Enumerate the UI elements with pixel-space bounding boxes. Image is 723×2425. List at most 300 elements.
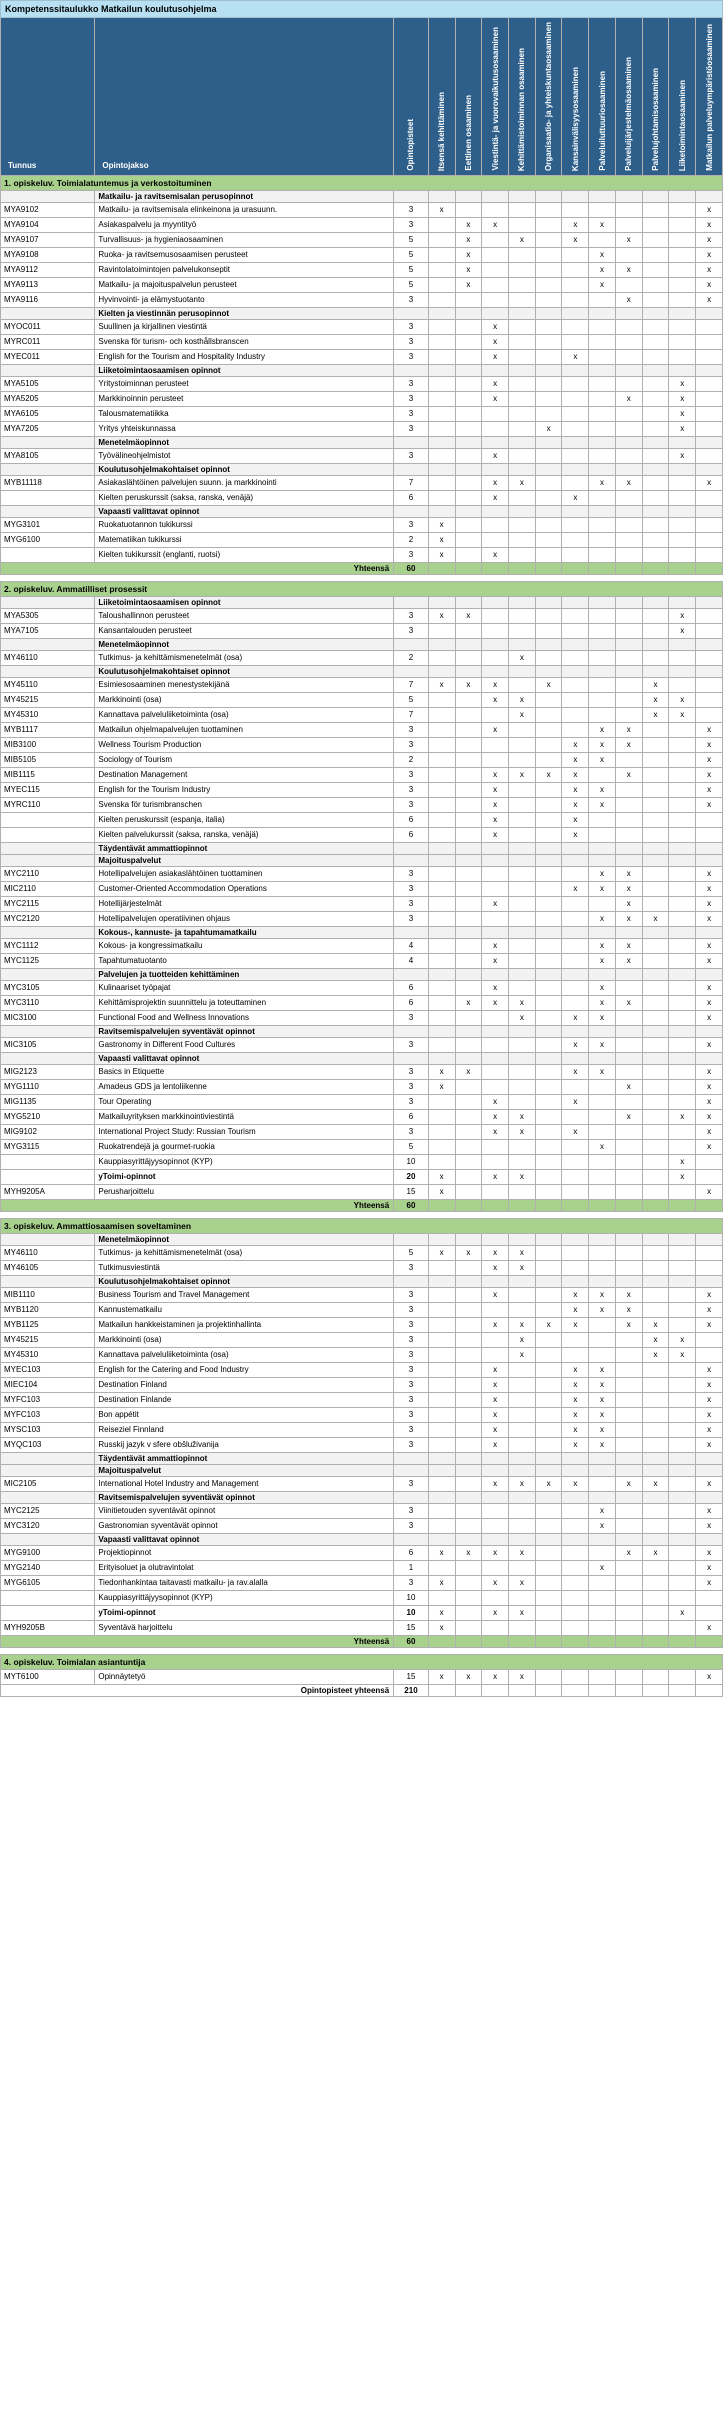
competence-mark-1 — [455, 797, 482, 812]
competence-mark-3: x — [508, 1317, 535, 1332]
competence-mark-2: x — [482, 490, 509, 505]
competence-mark-8 — [642, 1575, 669, 1590]
competence-mark-4 — [535, 1079, 562, 1094]
course-code — [1, 490, 95, 505]
competence-mark-3 — [508, 532, 535, 547]
competence-mark-5 — [562, 1605, 589, 1620]
group-mark-5 — [562, 1491, 589, 1503]
competence-mark-8 — [642, 1422, 669, 1437]
course-code — [1, 547, 95, 562]
table-row[interactable] — [1, 782, 723, 797]
table-row[interactable] — [1, 532, 723, 547]
course-name: Perusharjoittelu — [95, 1184, 394, 1199]
competence-mark-6 — [589, 1605, 616, 1620]
course-credits: 3 — [394, 1575, 429, 1590]
section-label: 4. opiskeluv. Toimialan asiantuntija — [1, 1654, 723, 1669]
competence-mark-0 — [428, 1422, 455, 1437]
competence-mark-10: x — [696, 262, 723, 277]
competence-mark-5: x — [562, 812, 589, 827]
competence-mark-9 — [669, 866, 696, 881]
competence-mark-7 — [615, 1392, 642, 1407]
competence-mark-0: x — [428, 532, 455, 547]
table-row[interactable] — [1, 1362, 723, 1377]
table-row[interactable] — [1, 953, 723, 968]
competence-mark-10 — [696, 608, 723, 623]
table-row[interactable] — [1, 608, 723, 623]
table-row[interactable] — [1, 1245, 723, 1260]
competence-mark-8: x — [642, 1545, 669, 1560]
course-code — [1, 812, 95, 827]
competence-mark-6: x — [589, 1287, 616, 1302]
competence-mark-3 — [508, 406, 535, 421]
table-row[interactable] — [1, 1154, 723, 1169]
competence-mark-5: x — [562, 1422, 589, 1437]
competence-mark-3 — [508, 953, 535, 968]
table-row[interactable] — [1, 866, 723, 881]
table-row[interactable] — [1, 277, 723, 292]
section-total-value: 60 — [394, 562, 429, 574]
competence-mark-5 — [562, 421, 589, 436]
table-row[interactable] — [1, 1669, 723, 1684]
competence-mark-9: x — [669, 1347, 696, 1362]
competence-mark-8 — [642, 547, 669, 562]
competence-mark-7 — [615, 532, 642, 547]
course-code: MYG6100 — [1, 532, 95, 547]
competence-mark-10: x — [696, 911, 723, 926]
section-total-pad-0 — [428, 1199, 455, 1211]
competence-mark-3 — [508, 448, 535, 463]
table-row[interactable] — [1, 1377, 723, 1392]
competence-mark-7 — [615, 707, 642, 722]
group-mark-1 — [455, 1452, 482, 1464]
competence-mark-6 — [589, 650, 616, 665]
competence-mark-2 — [482, 232, 509, 247]
competence-mark-9 — [669, 1094, 696, 1109]
competence-mark-0 — [428, 911, 455, 926]
competence-mark-4 — [535, 896, 562, 911]
table-row[interactable] — [1, 707, 723, 722]
competence-mark-1 — [455, 623, 482, 638]
table-row[interactable] — [1, 1169, 723, 1184]
course-code: MYA7105 — [1, 623, 95, 638]
table-row[interactable] — [1, 1184, 723, 1199]
group-mark-10 — [696, 190, 723, 202]
table-row[interactable] — [1, 1575, 723, 1590]
table-row[interactable] — [1, 1476, 723, 1491]
competence-mark-9 — [669, 547, 696, 562]
group-mark-3 — [508, 1052, 535, 1064]
group-mark-7 — [615, 463, 642, 475]
competence-mark-1 — [455, 349, 482, 364]
competence-mark-4 — [535, 319, 562, 334]
competence-mark-7 — [615, 1422, 642, 1437]
section-total-pad-6 — [589, 562, 616, 574]
competence-mark-8 — [642, 1377, 669, 1392]
competence-mark-3 — [508, 1503, 535, 1518]
table-row[interactable] — [1, 232, 723, 247]
table-row[interactable] — [1, 202, 723, 217]
competence-mark-9 — [669, 1064, 696, 1079]
competence-mark-0 — [428, 391, 455, 406]
course-code: MYT6100 — [1, 1669, 95, 1684]
course-code: MYFC103 — [1, 1392, 95, 1407]
competence-mark-9 — [669, 752, 696, 767]
table-row[interactable] — [1, 1605, 723, 1620]
competence-mark-6 — [589, 232, 616, 247]
group-mark-1 — [455, 463, 482, 475]
table-row[interactable] — [1, 1620, 723, 1635]
table-row[interactable] — [1, 995, 723, 1010]
course-name: Tour Operating — [95, 1094, 394, 1109]
competence-mark-1 — [455, 1503, 482, 1518]
table-row[interactable] — [1, 650, 723, 665]
course-credits: 3 — [394, 866, 429, 881]
group-label: Kokous-, kannuste- ja tapahtumamatkailu — [95, 926, 394, 938]
group-mark-5 — [562, 842, 589, 854]
competence-mark-1 — [455, 911, 482, 926]
table-row[interactable] — [1, 475, 723, 490]
table-row[interactable] — [1, 752, 723, 767]
table-row[interactable] — [1, 1260, 723, 1275]
course-credits: 3 — [394, 881, 429, 896]
header-name: Opintojakso — [95, 18, 394, 176]
table-row[interactable] — [1, 517, 723, 532]
competence-mark-8 — [642, 532, 669, 547]
competence-mark-9 — [669, 1620, 696, 1635]
table-row[interactable] — [1, 292, 723, 307]
group-mark-0 — [428, 1464, 455, 1476]
competence-mark-4 — [535, 812, 562, 827]
competence-mark-2: x — [482, 547, 509, 562]
table-row[interactable] — [1, 812, 723, 827]
course-name: Asiakaspalvelu ja myyntityö — [95, 217, 394, 232]
competence-mark-6: x — [589, 752, 616, 767]
course-credits: 6 — [394, 980, 429, 995]
competence-mark-7 — [615, 1605, 642, 1620]
group-mark-3 — [508, 854, 535, 866]
group-mark-2 — [482, 842, 509, 854]
competence-mark-2 — [482, 1347, 509, 1362]
group-mark-5 — [562, 1533, 589, 1545]
competence-mark-10: x — [696, 752, 723, 767]
course-name: Destination Finland — [95, 1377, 394, 1392]
competence-mark-3: x — [508, 475, 535, 490]
table-row[interactable] — [1, 247, 723, 262]
table-row[interactable] — [1, 911, 723, 926]
competence-mark-8 — [642, 1362, 669, 1377]
table-row[interactable] — [1, 349, 723, 364]
group-mark-6 — [589, 364, 616, 376]
competence-mark-1 — [455, 376, 482, 391]
competence-mark-1 — [455, 475, 482, 490]
competence-mark-2 — [482, 292, 509, 307]
competence-mark-4 — [535, 262, 562, 277]
table-row[interactable] — [1, 547, 723, 562]
course-name: Yritys yhteiskunnassa — [95, 421, 394, 436]
table-row[interactable] — [1, 1332, 723, 1347]
table-row[interactable] — [1, 1139, 723, 1154]
section-total-pad-4 — [535, 562, 562, 574]
group-credits — [394, 1025, 429, 1037]
group-header-row — [1, 1533, 723, 1545]
table-row[interactable] — [1, 692, 723, 707]
table-row[interactable] — [1, 1422, 723, 1437]
group-mark-9 — [669, 968, 696, 980]
competence-mark-9 — [669, 1260, 696, 1275]
course-name: Viinitietouden syventävät opinnot — [95, 1503, 394, 1518]
group-mark-6 — [589, 190, 616, 202]
competence-mark-7 — [615, 1575, 642, 1590]
course-name: Asiakaslähtöinen palvelujen suunn. ja markkinointi — [95, 475, 394, 490]
competence-mark-8 — [642, 1169, 669, 1184]
competence-mark-5 — [562, 532, 589, 547]
competence-mark-4 — [535, 980, 562, 995]
table-row[interactable] — [1, 1124, 723, 1139]
competence-mark-1 — [455, 1260, 482, 1275]
table-row[interactable] — [1, 677, 723, 692]
group-mark-6 — [589, 436, 616, 448]
section-total-pad-7 — [615, 1199, 642, 1211]
competence-mark-1 — [455, 1139, 482, 1154]
competence-mark-0 — [428, 217, 455, 232]
header-competence-2: Viestintä- ja vuorovaikutusosaaminen — [482, 18, 509, 176]
competence-mark-4 — [535, 292, 562, 307]
competence-mark-4 — [535, 827, 562, 842]
table-row[interactable] — [1, 391, 723, 406]
competence-mark-3 — [508, 376, 535, 391]
header-competence-4: Organisaatio- ja yhteiskuntaosaaminen — [535, 18, 562, 176]
table-row[interactable] — [1, 1094, 723, 1109]
competence-mark-4 — [535, 448, 562, 463]
competence-mark-1 — [455, 722, 482, 737]
competence-mark-3: x — [508, 767, 535, 782]
competence-mark-8 — [642, 1437, 669, 1452]
competence-mark-6 — [589, 1476, 616, 1491]
competence-mark-1 — [455, 692, 482, 707]
section-total-pad-8 — [642, 1635, 669, 1647]
course-code: MYG5210 — [1, 1109, 95, 1124]
competence-mark-7 — [615, 797, 642, 812]
competence-mark-1 — [455, 953, 482, 968]
header-competence-1: Eettinen osaaminen — [455, 18, 482, 176]
competence-mark-1 — [455, 650, 482, 665]
competence-mark-7 — [615, 608, 642, 623]
competence-mark-10 — [696, 650, 723, 665]
competence-mark-7 — [615, 448, 642, 463]
table-row[interactable] — [1, 1064, 723, 1079]
group-mark-0 — [428, 926, 455, 938]
competence-mark-3 — [508, 827, 535, 842]
competence-mark-2: x — [482, 1669, 509, 1684]
table-row[interactable] — [1, 1560, 723, 1575]
competence-mark-2: x — [482, 1476, 509, 1491]
group-mark-10 — [696, 1275, 723, 1287]
competence-mark-1 — [455, 406, 482, 421]
table-row[interactable] — [1, 1407, 723, 1422]
table-row[interactable] — [1, 334, 723, 349]
group-mark-0 — [428, 1533, 455, 1545]
competence-mark-0 — [428, 752, 455, 767]
group-mark-4 — [535, 190, 562, 202]
table-row[interactable] — [1, 1590, 723, 1605]
table-row[interactable] — [1, 1109, 723, 1124]
competence-mark-7 — [615, 1154, 642, 1169]
group-mark-1 — [455, 1233, 482, 1245]
competence-mark-8 — [642, 232, 669, 247]
table-row[interactable] — [1, 1010, 723, 1025]
competence-mark-2 — [482, 1037, 509, 1052]
table-row[interactable] — [1, 767, 723, 782]
competence-mark-8 — [642, 1260, 669, 1275]
competence-mark-1 — [455, 866, 482, 881]
competence-mark-8 — [642, 980, 669, 995]
course-name: Kielten palvelukurssit (saksa, ranska, venäjä) — [95, 827, 394, 842]
competence-mark-1 — [455, 1575, 482, 1590]
competence-mark-6 — [589, 1245, 616, 1260]
competence-mark-3 — [508, 547, 535, 562]
table-row[interactable] — [1, 421, 723, 436]
competence-mark-4 — [535, 247, 562, 262]
course-code: MIB1110 — [1, 1287, 95, 1302]
competence-mark-1 — [455, 490, 482, 505]
course-code — [1, 1605, 95, 1620]
competence-mark-0 — [428, 349, 455, 364]
course-credits: 3 — [394, 334, 429, 349]
table-row[interactable] — [1, 722, 723, 737]
competence-mark-2: x — [482, 1362, 509, 1377]
competence-mark-6 — [589, 1154, 616, 1169]
table-row[interactable] — [1, 1079, 723, 1094]
competence-mark-2 — [482, 1010, 509, 1025]
group-mark-7 — [615, 1464, 642, 1476]
competence-mark-2: x — [482, 1422, 509, 1437]
course-code: MYB1125 — [1, 1317, 95, 1332]
table-row[interactable] — [1, 262, 723, 277]
table-row[interactable] — [1, 737, 723, 752]
competence-mark-7: x — [615, 232, 642, 247]
competence-mark-3 — [508, 1560, 535, 1575]
competence-mark-2: x — [482, 797, 509, 812]
table-row[interactable] — [1, 1037, 723, 1052]
competence-mark-1 — [455, 1094, 482, 1109]
competence-mark-1 — [455, 1332, 482, 1347]
group-mark-7 — [615, 1233, 642, 1245]
table-row[interactable] — [1, 881, 723, 896]
competence-mark-0 — [428, 406, 455, 421]
table-row[interactable] — [1, 1347, 723, 1362]
competence-mark-5: x — [562, 1317, 589, 1332]
course-credits: 1 — [394, 1560, 429, 1575]
group-mark-3 — [508, 436, 535, 448]
table-row[interactable] — [1, 376, 723, 391]
group-mark-7 — [615, 505, 642, 517]
competence-mark-2 — [482, 1302, 509, 1317]
competence-mark-5 — [562, 334, 589, 349]
table-row[interactable] — [1, 448, 723, 463]
table-row[interactable] — [1, 623, 723, 638]
table-row[interactable] — [1, 1503, 723, 1518]
competence-mark-8 — [642, 334, 669, 349]
competence-mark-3 — [508, 866, 535, 881]
competence-mark-1 — [455, 1302, 482, 1317]
competence-mark-9: x — [669, 406, 696, 421]
course-name: Markkinointi (osa) — [95, 692, 394, 707]
competence-mark-1 — [455, 1560, 482, 1575]
table-row[interactable] — [1, 490, 723, 505]
competence-mark-9 — [669, 737, 696, 752]
competence-mark-5 — [562, 1260, 589, 1275]
competence-mark-2 — [482, 1590, 509, 1605]
table-row[interactable] — [1, 896, 723, 911]
competence-mark-2: x — [482, 995, 509, 1010]
course-name: Talousmatematiikka — [95, 406, 394, 421]
course-name: Erityisoluet ja olutravintolat — [95, 1560, 394, 1575]
competence-mark-1 — [455, 319, 482, 334]
competence-mark-3 — [508, 1392, 535, 1407]
table-row[interactable] — [1, 1302, 723, 1317]
table-row[interactable] — [1, 1392, 723, 1407]
header-code: Tunnus — [1, 18, 95, 176]
group-mark-3 — [508, 364, 535, 376]
group-mark-8 — [642, 968, 669, 980]
table-row[interactable] — [1, 1437, 723, 1452]
competence-mark-1: x — [455, 247, 482, 262]
competence-mark-6 — [589, 1545, 616, 1560]
competence-mark-10 — [696, 490, 723, 505]
table-row[interactable] — [1, 980, 723, 995]
group-label: Vapaasti valittavat opinnot — [95, 505, 394, 517]
competence-mark-9: x — [669, 1154, 696, 1169]
competence-mark-10 — [696, 692, 723, 707]
table-row[interactable] — [1, 1317, 723, 1332]
table-row[interactable] — [1, 319, 723, 334]
competence-mark-1: x — [455, 1545, 482, 1560]
competence-mark-10: x — [696, 1064, 723, 1079]
competence-mark-10 — [696, 827, 723, 842]
table-row[interactable] — [1, 827, 723, 842]
competence-mark-5 — [562, 1154, 589, 1169]
group-mark-8 — [642, 436, 669, 448]
competence-mark-9 — [669, 1392, 696, 1407]
competence-mark-7 — [615, 202, 642, 217]
competence-mark-9 — [669, 1476, 696, 1491]
header-competence-6: Palveluiluttuuriosaaminen — [589, 18, 616, 176]
competence-mark-5 — [562, 1169, 589, 1184]
group-mark-7 — [615, 364, 642, 376]
group-mark-0 — [428, 463, 455, 475]
competence-mark-2: x — [482, 376, 509, 391]
table-row[interactable] — [1, 938, 723, 953]
table-row[interactable] — [1, 406, 723, 421]
course-name: Tutkimus- ja kehittämismenetelmät (osa) — [95, 1245, 394, 1260]
group-mark-1 — [455, 665, 482, 677]
course-name: Matkailun ohjelmapalvelujen tuottaminen — [95, 722, 394, 737]
course-name: Kielten peruskurssit (saksa, ranska, venäjä) — [95, 490, 394, 505]
competence-mark-2: x — [482, 980, 509, 995]
table-row[interactable] — [1, 217, 723, 232]
table-row[interactable] — [1, 797, 723, 812]
competence-mark-10 — [696, 1590, 723, 1605]
table-row[interactable] — [1, 1545, 723, 1560]
course-code: MYC2115 — [1, 896, 95, 911]
competence-mark-5 — [562, 1575, 589, 1590]
table-row[interactable] — [1, 1518, 723, 1533]
competence-mark-9 — [669, 812, 696, 827]
course-credits: 3 — [394, 1124, 429, 1139]
course-credits: 3 — [394, 406, 429, 421]
table-row[interactable] — [1, 1287, 723, 1302]
group-mark-10 — [696, 854, 723, 866]
